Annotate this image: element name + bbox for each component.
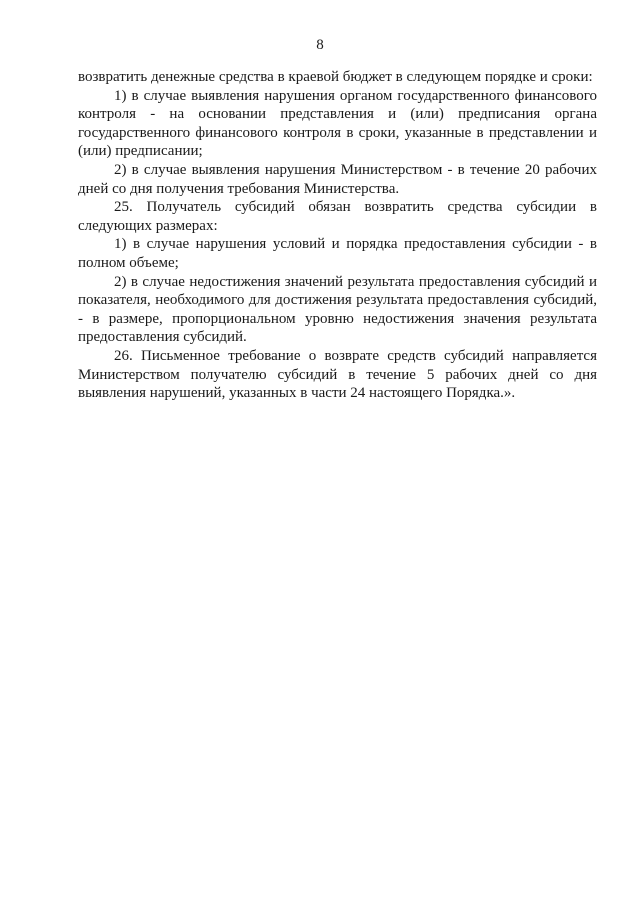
paragraph-clause-25: 25. Получатель субсидий обязан возвратить средства субсидии в следующих размерах: bbox=[78, 199, 597, 234]
paragraph-clause-26: 26. Письменное требование о возврате средств субсидий направляется Министерством получателю субсидий в течение 5 рабочих дней со дня выявления нарушений, указанных в части 24 настоящего Порядка.». bbox=[78, 347, 597, 402]
paragraph-continuation: возвратить денежные средства в краевой бюджет в следующем порядке и сроки: bbox=[78, 69, 593, 85]
paragraph-clause-25-item-1: 1) в случае нарушения условий и порядка предоставления субсидии - в полном объеме; bbox=[78, 236, 597, 271]
paragraph-item-2-ministry: 2) в случае выявления нарушения Министерством - в течение 20 рабочих дней со дня получения требования Министерства. bbox=[78, 161, 597, 197]
page-number: 8 bbox=[316, 37, 324, 53]
document-body bbox=[78, 68, 597, 403]
paragraph-clause-25-item-2: 2) в случае недостижения значений результата предоставления субсидий и показателя, необходимого для достижения результата предоставления субсидий, - в размере, пропорциональном уровню недостижения значения результата предоставления субсидий. bbox=[78, 273, 597, 346]
paragraph-item-1-control-body: 1) в случае выявления нарушения органом государственного финансового контроля - на основании представления и (или) предписания органа государственного финансового контроля в сроки, указанные в представлении и (или) предписании; bbox=[78, 87, 597, 160]
